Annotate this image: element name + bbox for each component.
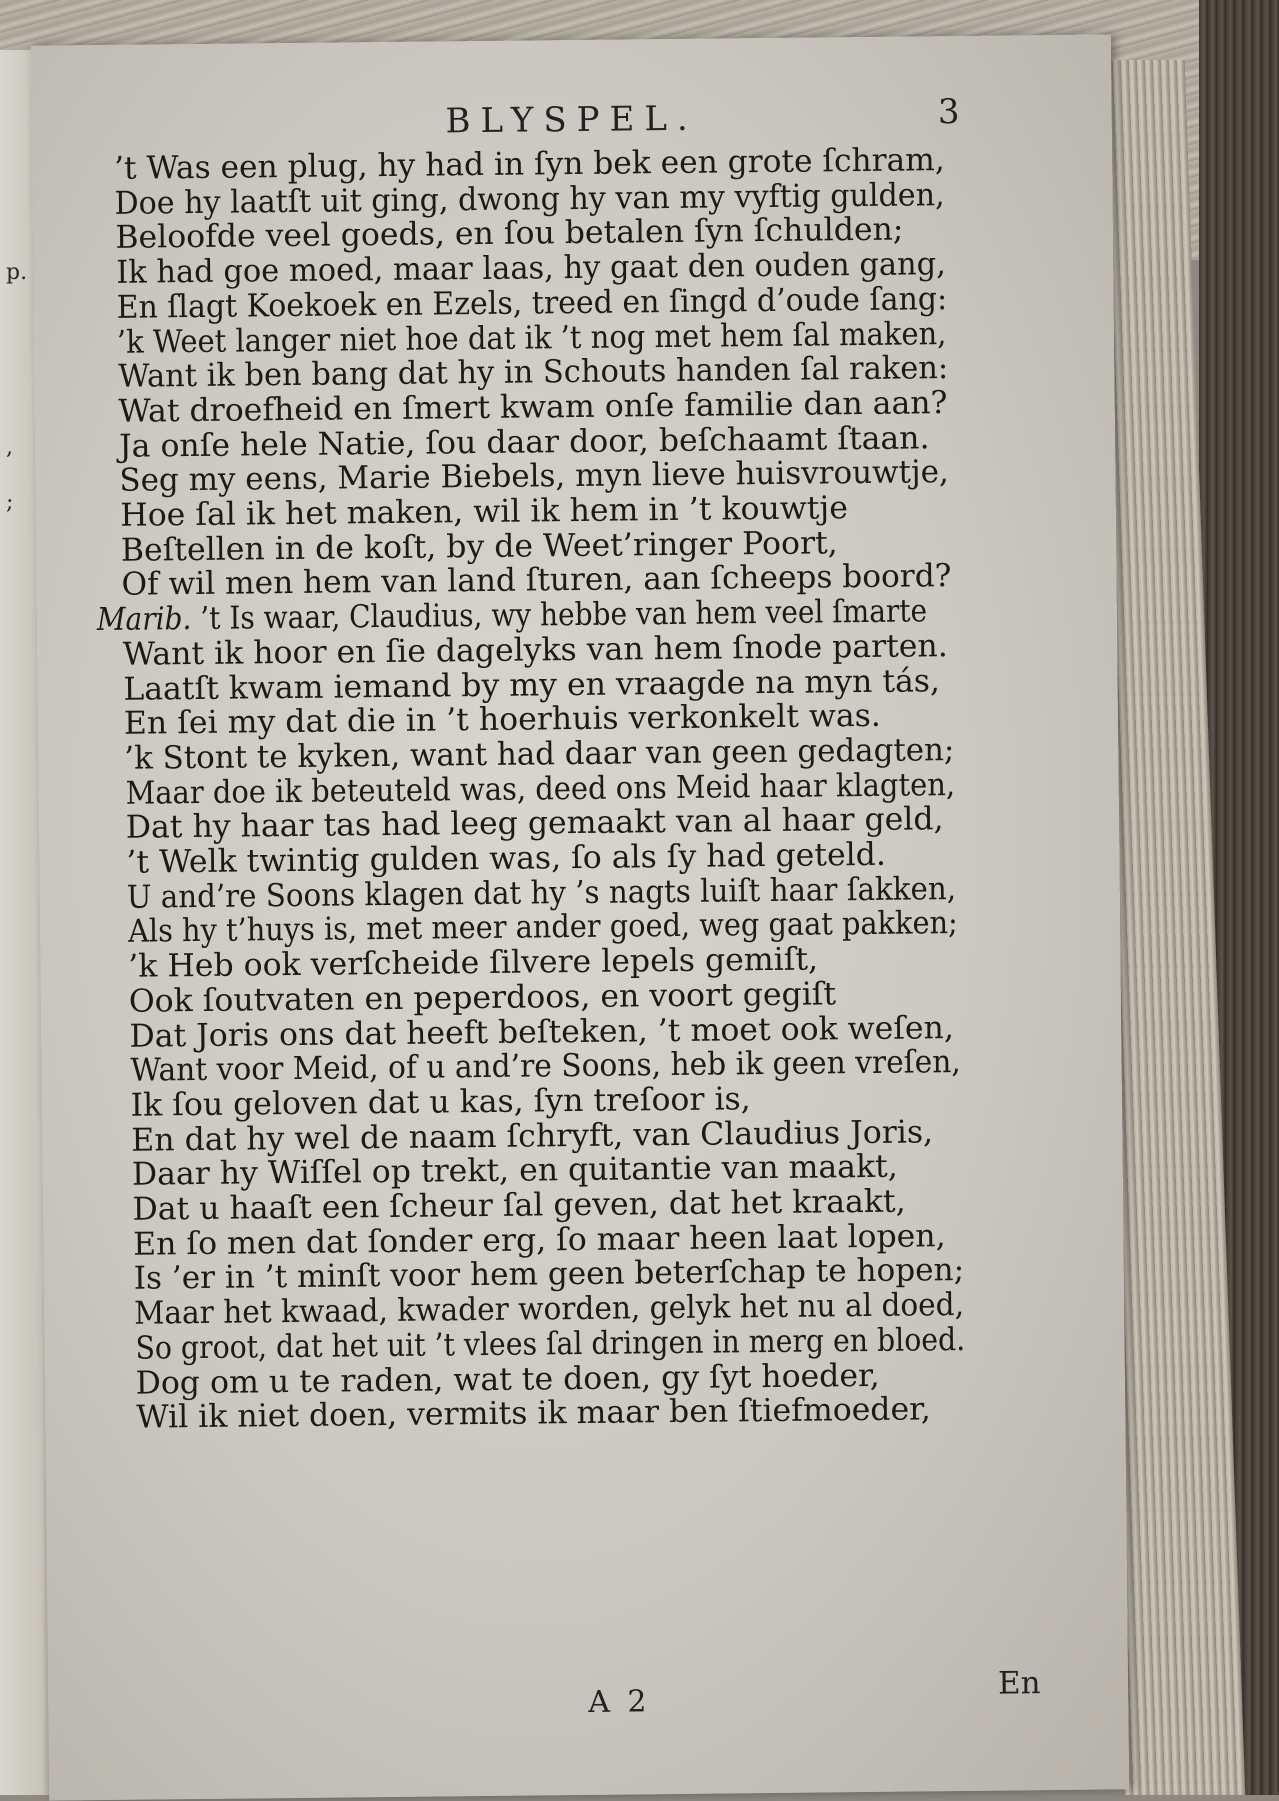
verse-line-text: ’t Was een plug, hy had in ſyn bek een grote ſchram, xyxy=(113,142,945,187)
verse-line-text: Seg my eens, Marie Biebels, myn lieve huisvrouwtje, xyxy=(119,454,950,500)
left-page-fragment: ; xyxy=(6,490,14,515)
verse-line-text: En dat hy wel de naam ſchryft, van Claudius Joris, xyxy=(131,1113,934,1159)
verse-line-text: ’k Stont te kyken, want had daar van geen gedagten; xyxy=(124,731,955,777)
verse-line-text: ’t Is waar, Claudius, wy hebbe van hem veel ſmarte xyxy=(200,593,928,638)
verse-line-text: Want voor Meid, of u and’re Soons, heb ik geen vreſen, xyxy=(129,1044,961,1089)
verse-line-text: ’k Heb ook verſcheide ſilvere lepels gemiſt, xyxy=(128,941,819,985)
verse-line-text: Want ik hoor en ſie dagelyks van hem ſnode parten. xyxy=(122,627,948,673)
verse-line xyxy=(130,1044,961,1089)
verse-line-text: En ſo men dat ſonder erg, ſo maar heen laat lopen, xyxy=(132,1217,946,1263)
verse-line-text: Laatſt kwam iemand by my en vraagde na myn tás, xyxy=(123,662,941,708)
verse-line-text: Want ik ben bang dat hy in Schouts handen ſal raken: xyxy=(117,350,948,395)
left-page-fragment: , xyxy=(6,435,13,460)
verse-line-text: Dat u haaſt een ſcheur ſal geven, dat het kraakt, xyxy=(132,1183,906,1228)
speaker-name: Marib. xyxy=(96,601,192,639)
page-number: 3 xyxy=(937,91,960,133)
verse-line xyxy=(136,1392,931,1436)
verse-line-text: Als hy t’huys is, met meer ander goed, weg gaat pakken; xyxy=(127,905,958,951)
verse-line-text: En ſei my dat die in ’t hoerhuis verkonkelt was. xyxy=(123,698,882,742)
running-head: BLYSPEL. xyxy=(445,98,698,142)
verse-line-text: Of wil men hem van land ſturen, aan ſcheeps boord? xyxy=(121,558,952,604)
verse-line-text: Dat hy haar tas had leeg gemaakt van al haar geld, xyxy=(125,801,944,847)
verse-line-text: Wat droefheid en ſmert kwam onſe familie dan aan? xyxy=(118,385,948,430)
verse-line-text: Ik had goe moed, maar laas, hy gaat den ouden gang, xyxy=(115,246,946,291)
verse-line-text: Ja onſe hele Natie, ſou daar door, beſchaamt ſtaan. xyxy=(118,419,930,465)
verse-line-text: Dat Joris ons dat heeft beſteken, ’t moet ook weſen, xyxy=(129,1009,955,1055)
left-page-fragment: p. xyxy=(6,260,28,285)
book-page xyxy=(31,34,1129,1800)
verse-line-text: Wil ik niet doen, vermits ik maar ben ſtiefmoeder, xyxy=(136,1391,931,1436)
verse-line-text: Dog om u te raden, wat te doen, gy ſyt hoeder, xyxy=(135,1357,880,1402)
verse-line xyxy=(127,905,957,950)
verse-line-text: Ook ſoutvaten en peperdoos, en voort gegiſt xyxy=(128,976,837,1020)
verse-line-text: Beſtellen in de koſt, by de Weet’ringer Poort, xyxy=(120,524,838,569)
verse-line-text: Beloofde veel goeds, en ſou betalen ſyn ſchulden; xyxy=(115,211,904,257)
verse-line-text: U and’re Soons klagen dat hy ’s nagts luiſt haar ſakken, xyxy=(126,870,957,916)
verse-line-text: Maar doe ik beteuteld was, deed ons Meid haar klagten, xyxy=(124,766,955,812)
verse-line-text: En ſlagt Koekoek en Ezels, treed en ſingd d’oude ſang: xyxy=(116,280,948,326)
catchword: En xyxy=(997,1665,1041,1702)
verse-line-text: ’k Weet langer niet hoe dat ik ’t nog met hem ſal maken, xyxy=(117,315,947,361)
verse-line-text: Hoe ſal ik het maken, wil ik hem in ’t kouwtje xyxy=(120,490,849,534)
verse-line-text: ’t Welk twintig gulden was, ſo als ſy had geteld. xyxy=(126,836,887,881)
verse-line-text: Daar hy Wiſſel op trekt, en quitantie van maakt, xyxy=(131,1148,898,1194)
signature-mark: A 2 xyxy=(588,1684,651,1720)
verse-line-text: Ik ſou geloven dat u kas, ſyn treſoor is, xyxy=(130,1081,751,1124)
verse-line-text: Doe hy laatſt uit ging, dwong hy van my vyftig gulden, xyxy=(114,176,946,222)
verse-line-text: So groot, dat het uit ’t vlees ſal dringen in merg en bloed. xyxy=(134,1321,965,1367)
verse-line-text: Is ’er in ’t minſt voor hem geen beterſchap te hopen; xyxy=(133,1252,965,1298)
verse-line-text: Maar het kwaad, kwader worden, gelyk het nu al doed, xyxy=(134,1287,965,1332)
